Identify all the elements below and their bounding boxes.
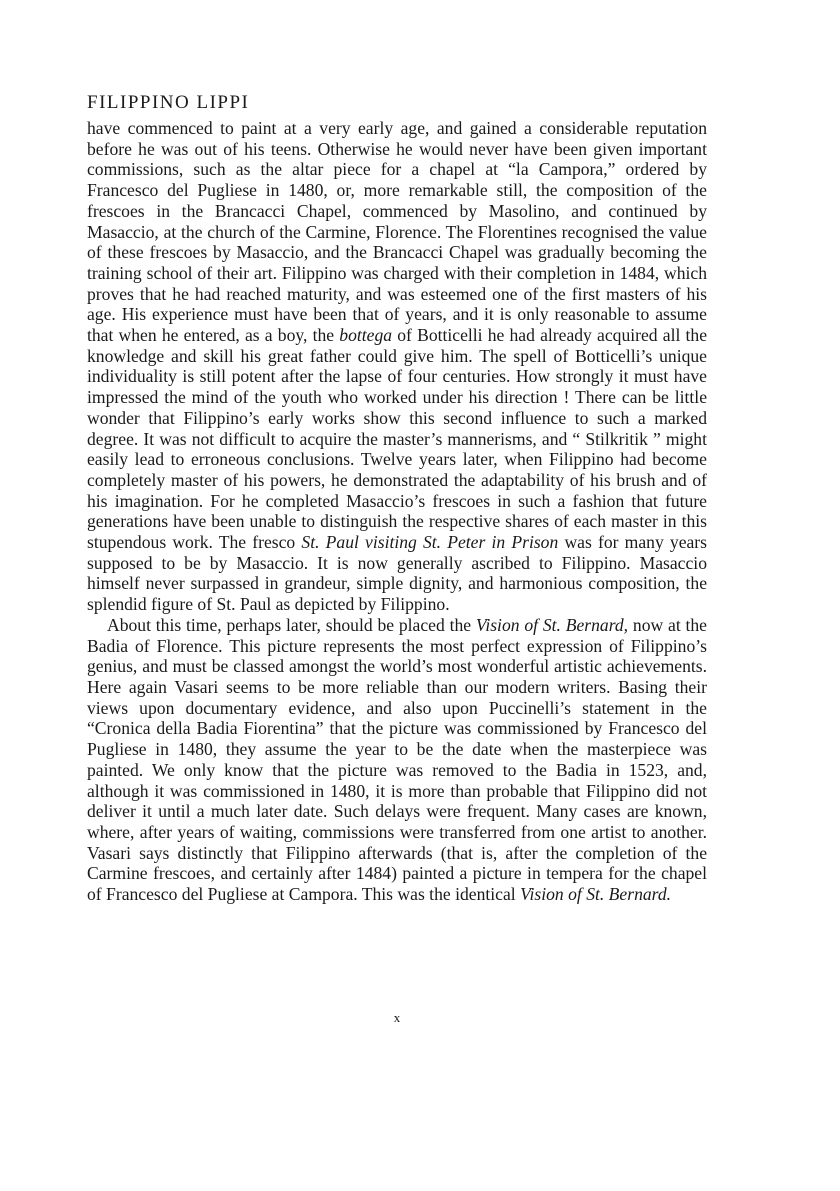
paragraph-2 (87, 615, 707, 905)
running-head: FILIPPINO LIPPI (87, 92, 250, 113)
paragraph-1-text-3: was for many years supposed to be by Masaccio. It is now generally ascribed to Filippino. Masaccio himself never surpassed in grandeur, simple dignity, and harmonious composition, the splendid figure of St. Paul as depicted by Filippino. (87, 532, 708, 615)
italic-vision-title-2: Vision of St. Bernard. (520, 884, 672, 905)
paragraph-1-text-1: have commenced to paint at a very early age, and gained a considerable reputation before he was out of his teens. Otherwise he would never have been given important commissions, such as the altar piece for a chapel at “la Campora,” ordered by Francesco del Pugliese in 1480, or, more remarkable still, the composition of the frescoes in the Brancacci Chapel, commenced by Masolino, and continued by Masaccio, at the church of the Carmine, Florence. The Florentines recognised the value of these frescoes by Masaccio, and the Brancacci Chapel was gradually becoming the training school of their art. Filippino was charged with their completion in 1484, which proves that he had reached maturity, and was esteemed one of the first masters of his age. His experience must have been that of years, and it is only reasonable to assume that when he entered, as a boy, the (87, 118, 707, 346)
italic-bottega: bottega (339, 325, 393, 346)
paragraph-2-text-1: About this time, perhaps later, should be placed the (107, 614, 472, 635)
page (87, 92, 707, 905)
page-number: x (393, 1010, 401, 1025)
italic-vision-title-1: Vision of St. Bernard, (475, 614, 629, 635)
paragraph-1 (87, 118, 707, 615)
paragraph-2-text-2: now at the Badia of Florence. This picture represents the most perfect expression of Filippino’s genius, and must be classed amongst the world’s most wonderful artistic achievements. Here again Vasari seems to be more reliable than our modern writers. Basing their views upon documentary evidence, and also upon Puccinelli’s statement in the “Cronica della Badia Fiorentina” that the picture was commissioned by Francesco del Pugliese in 1480, they assume the year to be the date when the masterpiece was painted. We only know that the picture was removed to the Badia in 1523, and, although it was commissioned in 1480, it is more than probable that Filippino did not deliver it until a much later date. Such delays were frequent. Many cases are known, where, after years of waiting, commissions were transferred from one artist to another. Vasari says distinctly that Filippino afterwards (that is, after the completion of the Carmine frescoes, and certainly after 1484) painted a picture in tempera for the chapel of Francesco del Pugliese at Campora. This was the identical (87, 614, 707, 905)
body-text (87, 118, 707, 905)
italic-fresco-title: St. Paul visiting St. Peter in Prison (301, 532, 559, 553)
paragraph-1-text-2: of Botticelli he had already acquired all the knowledge and skill his great father could give him. The spell of Botticelli’s unique individuality is still potent after the lapse of four centuries. How strongly it must have impressed the mind of the youth who worked under his direction ! There can be little wonder that Filippino’s early works show this second influence to such a marked degree. It was not difficult to acquire the master’s mannerisms, and “ Stilkritik ” might easily lead to erroneous conclusions. Twelve years later, when Filippino had become completely master of his powers, he demonstrated the adaptability of his brush and of his imagination. For he completed Masaccio’s frescoes in such a fashion that future generations have been unable to distinguish the respective shares of each master in this stupendous work. The fresco (87, 325, 708, 553)
